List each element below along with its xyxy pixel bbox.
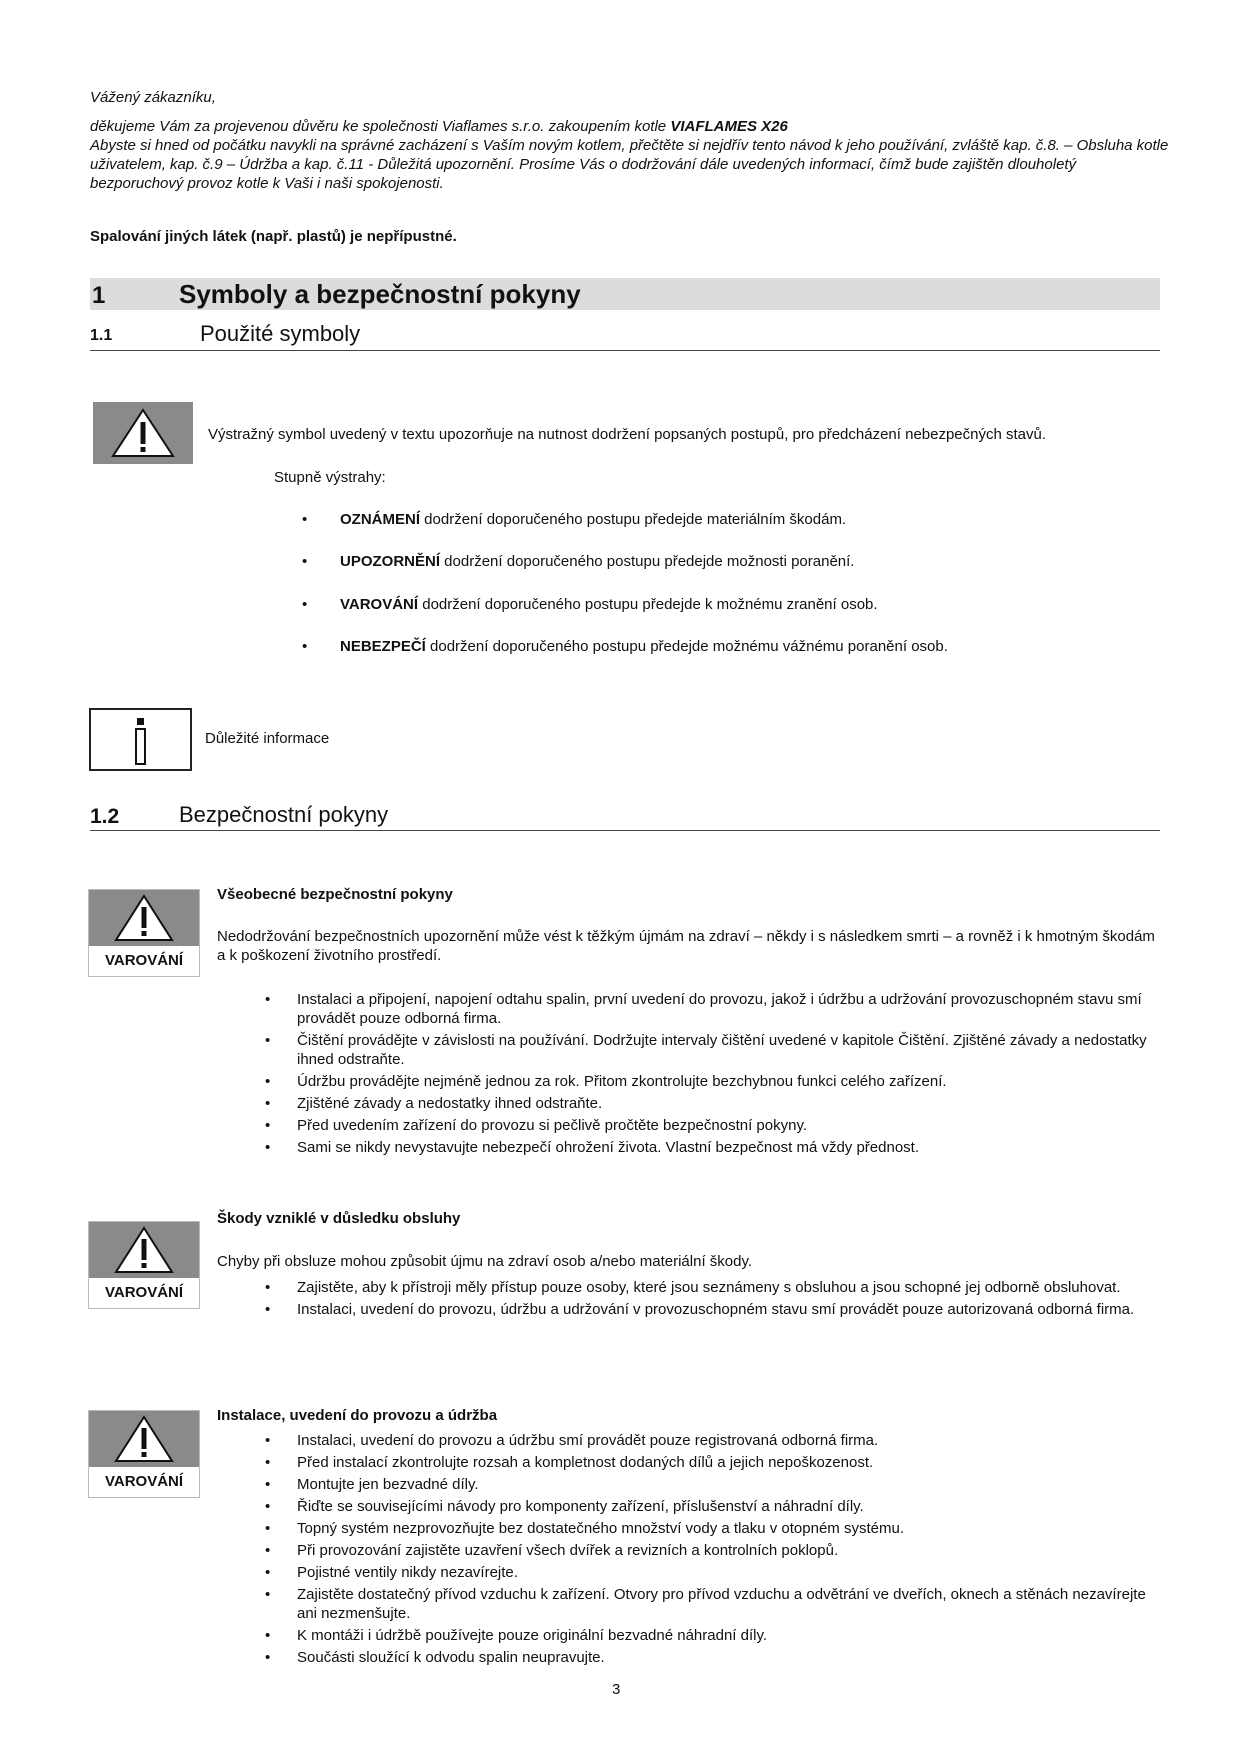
- info-symbol-box: [89, 708, 192, 771]
- page-number: 3: [612, 1681, 621, 1698]
- list-item: • Instalaci, uvedení do provozu, údržbu a udržování v provozuschopném stavu smí provádět pouze autorizovaná odborná firma.: [265, 1301, 1135, 1318]
- block-1-intro: Nedodržování bezpečnostních upozornění může vést k těžkým újmám na zdraví – někdy i s následkem smrti – a rovněž i k hmotným škodám a k poškození životního prostředí.: [217, 928, 1155, 964]
- thanks-line: děkujeme Vám za projevenou důvěru ke společnosti Viaflames s.r.o. zakoupením kotle VIAFLAMES X26: [90, 118, 788, 135]
- levels-label: Stupně výstrahy:: [274, 469, 386, 486]
- list-item: • Sami se nikdy nevystavujte nebezpečí ohrožení života. Vlastní bezpečnost má vždy přednost.: [265, 1139, 920, 1156]
- section-1-1-number: 1.1: [90, 327, 113, 344]
- bullet-icon: •: [265, 1139, 271, 1156]
- warning-label: VAROVÁNÍ: [104, 1473, 184, 1490]
- warning-triangle-icon: [89, 1222, 199, 1278]
- bullet-icon: •: [265, 1095, 271, 1112]
- bullet-icon: •: [265, 1564, 271, 1581]
- list-item: • Před uvedením zařízení do provozu si pečlivě pročtěte bezpečnostní pokyny.: [265, 1117, 808, 1134]
- level-term: VAROVÁNÍ: [340, 596, 419, 613]
- level-term: UPOZORNĚNÍ: [340, 553, 441, 570]
- section-1-2-number: 1.2: [90, 805, 120, 828]
- bullet-icon: •: [265, 1627, 271, 1644]
- bullet-icon: •: [265, 1032, 271, 1049]
- warning-triangle-icon: [89, 890, 199, 946]
- warning-badge: [88, 889, 200, 977]
- info-icon: [91, 710, 190, 769]
- block-3-list: [265, 1431, 1160, 1670]
- list-item: • Instalaci a připojení, napojení odtahu spalin, první uvedení do provozu, jakož i údržbu a udržování provozuschopném stavu smí provádět pouze odborná firma.: [265, 991, 1142, 1027]
- bullet-icon: •: [265, 1073, 271, 1090]
- list-item: • Údržbu provádějte nejméně jednou za rok. Přitom zkontrolujte bezchybnou funkci celého zařízení.: [265, 1073, 947, 1090]
- plastics-note: Spalování jiných látek (např. plastů) je nepřípustné.: [90, 228, 457, 245]
- list-item: • Při provozování zajistěte uzavření všech dvířek a revizních a kontrolních poklopů.: [265, 1542, 839, 1559]
- list-item: • Pojistné ventily nikdy nezavírejte.: [265, 1564, 518, 1581]
- bullet-icon: •: [265, 1498, 271, 1515]
- bullet-icon: •: [265, 1586, 271, 1603]
- bullet-icon: •: [265, 1454, 271, 1471]
- section-1-1-title: Použité symboly: [200, 321, 361, 346]
- greeting: Vážený zákazníku,: [90, 89, 216, 106]
- warning-triangle-icon: [89, 1411, 199, 1467]
- list-item: • Topný systém nezprovozňujte bez dostatečného množství vody a tlaku v otopném systému.: [265, 1520, 904, 1537]
- bullet-icon: •: [302, 511, 308, 528]
- warning-badge: [88, 1410, 200, 1498]
- level-term: OZNÁMENÍ: [340, 511, 420, 528]
- list-item: • Před instalací zkontrolujte rozsah a kompletnost dodaných dílů a jejich nepoškozenost.: [265, 1454, 874, 1471]
- section-1-1-rule: [90, 350, 1160, 351]
- bullet-icon: •: [265, 991, 271, 1008]
- bullet-icon: •: [302, 596, 308, 613]
- list-item: • K montáži i údržbě používejte pouze originální bezvadné náhradní díly.: [265, 1627, 768, 1644]
- section-1-number: 1: [92, 282, 106, 309]
- bullet-icon: •: [265, 1432, 271, 1449]
- block-2-list: [265, 1278, 1160, 1322]
- section-1-title: Symboly a bezpečnostní pokyny: [179, 279, 581, 309]
- bullet-icon: •: [265, 1649, 271, 1666]
- bullet-icon: •: [265, 1301, 271, 1318]
- warning-symbol-text: Výstražný symbol uvedený v textu upozorňuje na nutnost dodržení popsaných postupů, pro předcházení nebezpečných stavů.: [208, 426, 1047, 443]
- block-1-list: [265, 990, 1160, 1160]
- bullet-icon: •: [265, 1279, 271, 1296]
- warning-label: VAROVÁNÍ: [104, 952, 184, 969]
- block-2-title: Škody vzniklé v důsledku obsluhy: [217, 1210, 461, 1227]
- list-item: • Instalaci, uvedení do provozu a údržbu smí provádět pouze registrovaná odborná firma.: [265, 1432, 879, 1449]
- bullet-icon: •: [265, 1476, 271, 1493]
- bullet-icon: •: [265, 1520, 271, 1537]
- bullet-icon: •: [302, 553, 308, 570]
- list-item: • Zajistěte dostatečný přívod vzduchu k zařízení. Otvory pro přívod vzduchu a odvětrání ve dveřích, oknech a stěnách nezavírejte ani nezmenšujte.: [265, 1586, 1146, 1622]
- section-1-2-rule: [90, 830, 1160, 831]
- list-item: • Součásti sloužící k odvodu spalin neupravujte.: [265, 1649, 605, 1666]
- bullet-icon: •: [265, 1117, 271, 1134]
- warning-label: VAROVÁNÍ: [104, 1284, 184, 1301]
- warning-badge: [88, 1221, 200, 1309]
- product-name: VIAFLAMES X26: [670, 118, 788, 135]
- list-item: • Čištění provádějte v závislosti na používání. Dodržujte intervaly čištění uvedené v kapitole Čištění. Zjištěné závady a nedostatky ihned odstraňte.: [265, 1032, 1147, 1068]
- list-item: • Zajistěte, aby k přístroji měly přístup pouze osoby, které jsou seznámeny s obsluhou a jsou schopné jej odborně obsluhovat.: [265, 1279, 1121, 1296]
- list-item: • Montujte jen bezvadné díly.: [265, 1476, 479, 1493]
- list-item: • Řiďte se souvisejícími návody pro komponenty zařízení, příslušenství a náhradní díly.: [265, 1498, 864, 1515]
- bullet-icon: •: [265, 1542, 271, 1559]
- section-1-2-title: Bezpečnostní pokyny: [179, 802, 389, 827]
- block-1-title: Všeobecné bezpečnostní pokyny: [217, 886, 453, 903]
- level-term: NEBEZPEČÍ: [340, 638, 426, 655]
- bullet-icon: •: [302, 638, 308, 655]
- info-text: Důležité informace: [205, 730, 330, 747]
- block-3-title: Instalace, uvedení do provozu a údržba: [217, 1407, 498, 1424]
- intro-body: Abyste si hned od počátku navykli na správné zacházení s Vaším novým kotlem, přečtěte si nejdřív tento návod k jeho používání, zvláště kap. č.8. – Obsluha kotle uživatelem, kap. č.9 – Údržba a kap. č.11 - Důležitá upozornění. Prosíme Vás o dodržování dále uvedených informací, čímž bude zajištěn dlouholetý bezporuchový provoz kotle k Vaši i naši spokojenosti.: [90, 137, 1169, 192]
- block-2-intro: Chyby při obsluze mohou způsobit újmu na zdraví osob a/nebo materiální škody.: [217, 1253, 753, 1270]
- intro-block: [90, 88, 1170, 193]
- warning-triangle-icon: [93, 402, 193, 464]
- warning-symbol-box: [93, 402, 193, 464]
- list-item: • Zjištěné závady a nedostatky ihned odstraňte.: [265, 1095, 603, 1112]
